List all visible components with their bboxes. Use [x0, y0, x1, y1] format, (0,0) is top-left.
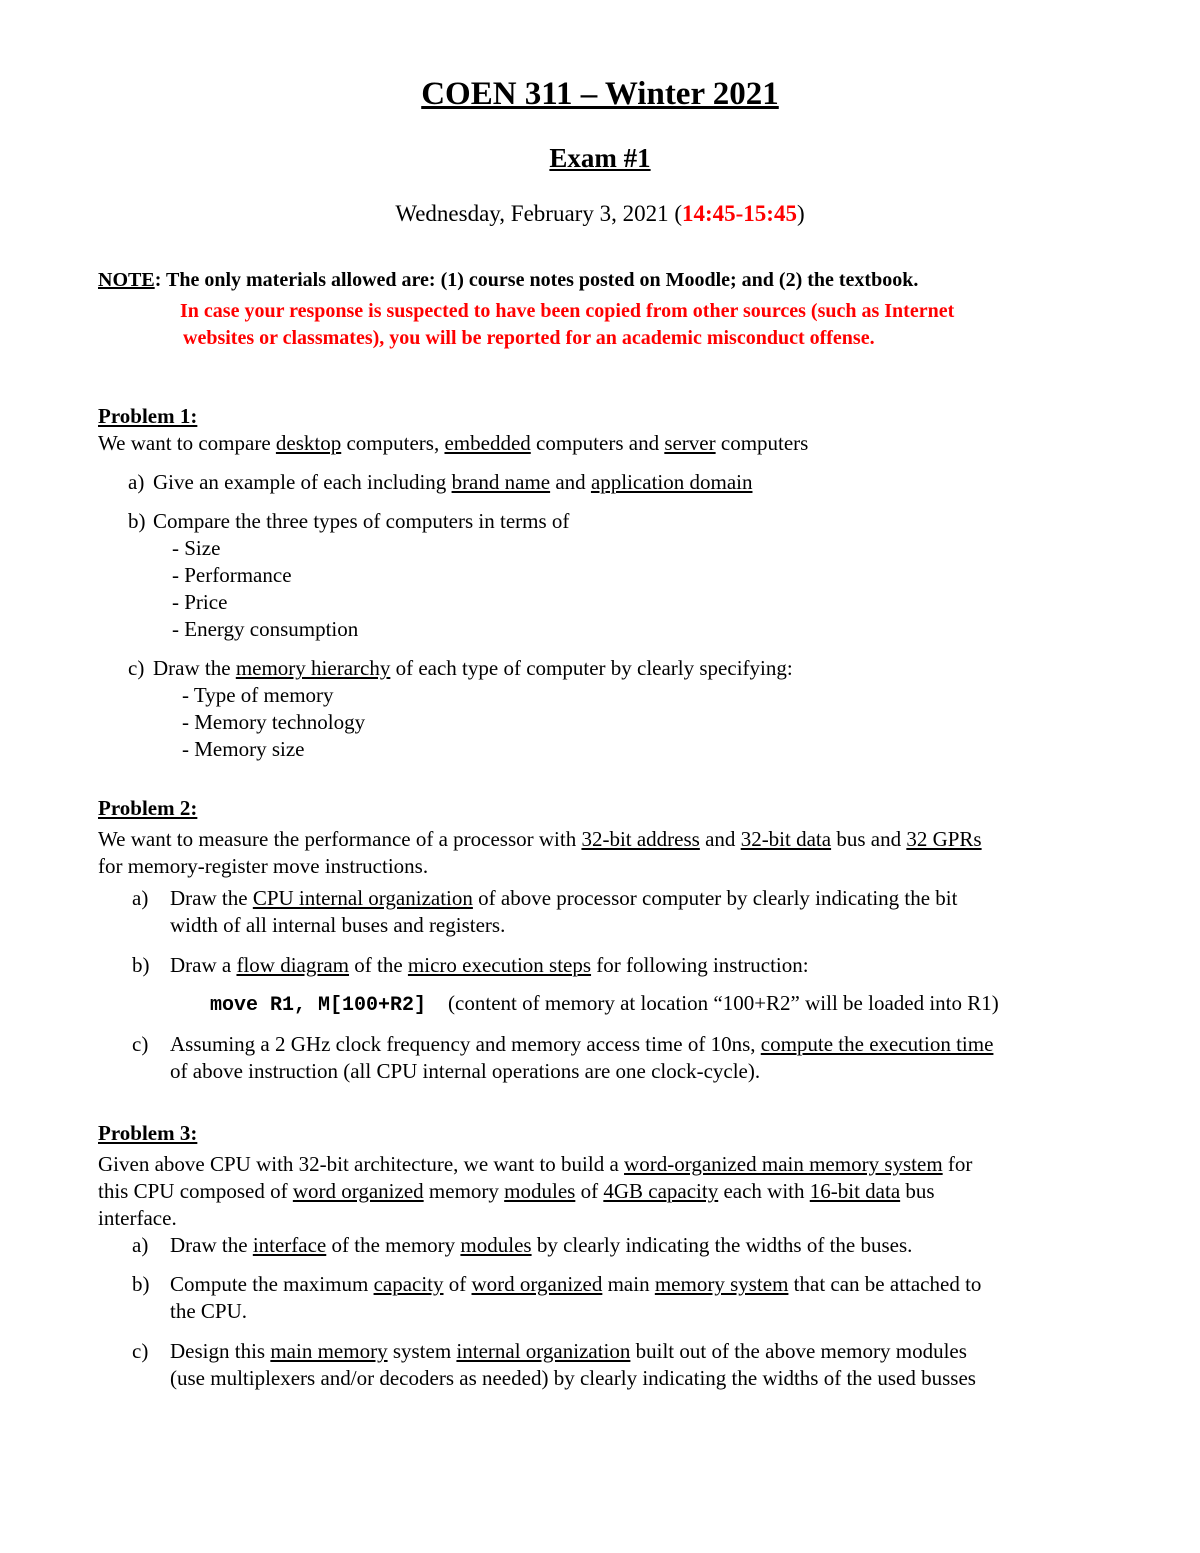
- problem-1-heading: Problem 1:: [98, 404, 198, 428]
- problem-2-heading: Problem 2:: [98, 796, 198, 820]
- p2-c-text-1: Assuming a 2 GHz clock frequency and memory access time of 10ns, compute the execution time: [170, 1032, 994, 1056]
- list-item: - Type of memory: [182, 683, 334, 707]
- list-item: - Memory technology: [182, 710, 366, 734]
- warning-line-2: websites or classmates), you will be reported for an academic misconduct offense.: [183, 327, 875, 349]
- p3-b-text-1: Compute the maximum capacity of word organized main memory system that can be attached to: [170, 1272, 982, 1296]
- note-label: NOTE: [98, 269, 155, 291]
- instruction-note: (content of memory at location “100+R2” will be loaded into R1): [448, 991, 999, 1015]
- instruction-line: [210, 990, 999, 1019]
- list-item: - Performance: [172, 563, 292, 587]
- problem-1-intro: We want to compare desktop computers, embedded computers and server computers: [98, 431, 809, 455]
- list-item: - Price: [172, 590, 228, 614]
- p1-a-label: a): [128, 470, 145, 494]
- exam-time: 14:45-15:45: [681, 201, 797, 226]
- list-item: - Energy consumption: [172, 617, 359, 641]
- p2-c-label: c): [132, 1032, 149, 1056]
- p2-a-label: a): [132, 886, 149, 910]
- p1-c-text: Draw the memory hierarchy of each type of computer by clearly specifying:: [153, 656, 793, 680]
- p1-a-text: Give an example of each including brand name and application domain: [153, 470, 753, 494]
- p2-a-text-2: width of all internal buses and registers.: [170, 913, 506, 937]
- problem-3-intro-1: Given above CPU with 32-bit architecture, we want to build a word-organized main memory system for: [98, 1152, 973, 1176]
- problem-2-intro-2: for memory-register move instructions.: [98, 854, 429, 878]
- note-line: NOTE: The only materials allowed are: (1) course notes posted on Moodle; and (2) the textbook.: [98, 269, 919, 291]
- problem-3-heading: Problem 3:: [98, 1121, 198, 1145]
- p2-b-text: Draw a flow diagram of the micro execution steps for following instruction:: [170, 953, 809, 977]
- exam-date: Wednesday, February 3, 2021 (14:45-15:45): [395, 201, 805, 226]
- p2-c-text-2: of above instruction (all CPU internal operations are one clock-cycle).: [170, 1059, 761, 1083]
- problem-3-intro-3: interface.: [98, 1206, 177, 1230]
- course-title: COEN 311 – Winter 2021: [421, 76, 779, 112]
- instruction-code: move R1, M[100+R2]: [210, 994, 427, 1017]
- warning-line-1: In case your response is suspected to have been copied from other sources (such as Internet: [180, 300, 955, 322]
- problem-3-intro-2: this CPU composed of word organized memory modules of 4GB capacity each with 16-bit data bus: [98, 1179, 935, 1203]
- p3-a-text: Draw the interface of the memory modules by clearly indicating the widths of the buses.: [170, 1233, 913, 1257]
- p3-c-text-1: Design this main memory system internal organization built out of the above memory modules: [170, 1339, 967, 1363]
- p3-c-text-2: (use multiplexers and/or decoders as needed) by clearly indicating the widths of the used busses: [170, 1366, 976, 1390]
- exam-title: Exam #1: [549, 143, 651, 173]
- p2-a-text-1: Draw the CPU internal organization of above processor computer by clearly indicating the bit: [170, 886, 958, 910]
- p3-a-label: a): [132, 1233, 149, 1257]
- p2-b-label: b): [132, 953, 150, 977]
- p3-c-label: c): [132, 1339, 149, 1363]
- p1-c-label: c): [128, 656, 145, 680]
- p3-b-label: b): [132, 1272, 150, 1296]
- p1-b-text: Compare the three types of computers in terms of: [153, 509, 570, 533]
- problem-2-intro-1: We want to measure the performance of a processor with 32-bit address and 32-bit data bus and 32 GPRs: [98, 827, 982, 851]
- list-item: - Size: [172, 536, 221, 560]
- p3-b-text-2: the CPU.: [170, 1299, 248, 1323]
- p1-b-label: b): [128, 509, 146, 533]
- list-item: - Memory size: [182, 737, 305, 761]
